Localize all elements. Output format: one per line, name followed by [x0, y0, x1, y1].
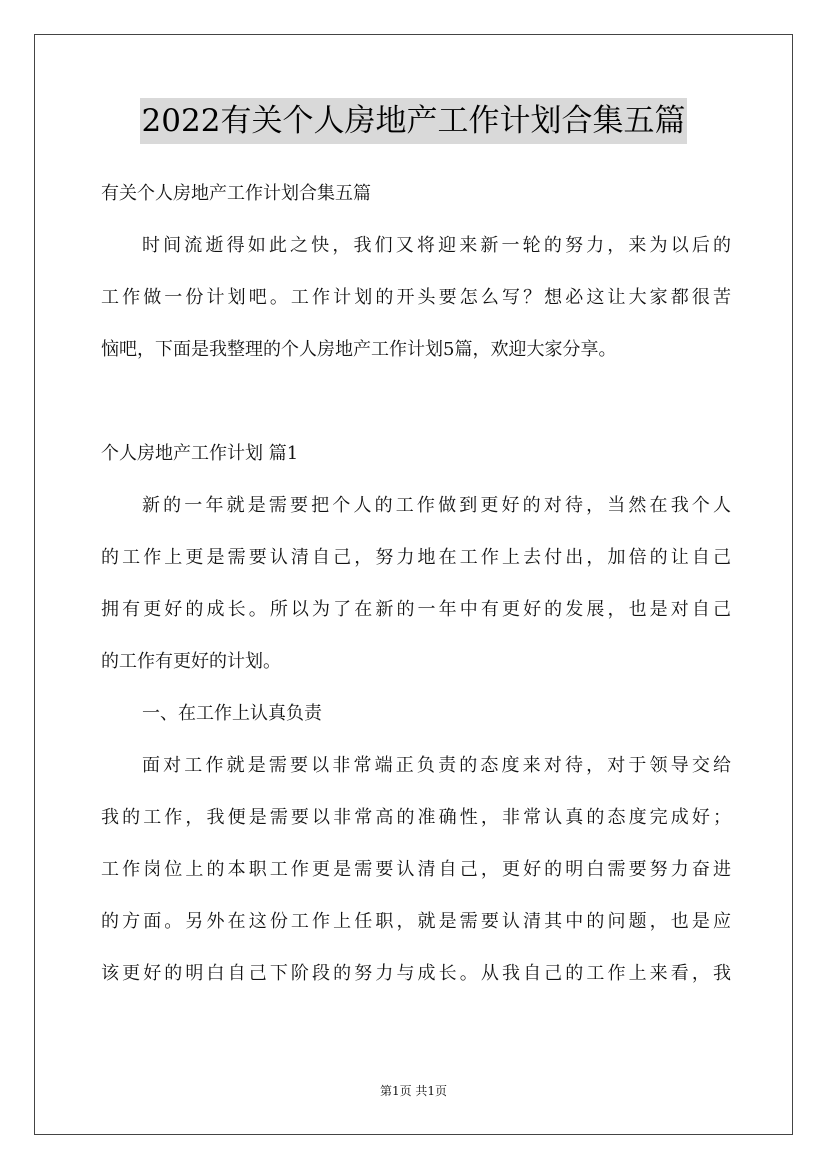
paragraph-line: 工作岗位上的本职工作更是需要认清自己，更好的明白需要努力奋进	[101, 859, 731, 880]
paragraph-line: 新的一年就是需要把个人的工作做到更好的对待，当然在我个人	[142, 495, 731, 516]
sub-heading: 一、在工作上认真负责	[142, 703, 322, 724]
document-subtitle: 有关个人房地产工作计划合集五篇	[101, 183, 371, 204]
document-title: 2022有关个人房地产工作计划合集五篇	[140, 98, 688, 144]
blank-line	[101, 376, 731, 428]
intro-line: 时间流逝得如此之快，我们又将迎来新一轮的努力，来为以后的	[142, 235, 731, 256]
page-footer: 第1页 共1页	[379, 1084, 448, 1098]
title-container	[0, 98, 827, 144]
paragraph-line: 的工作上更是需要认清自己，努力地在工作上去付出，加倍的让自己	[101, 547, 731, 568]
document-body	[101, 168, 731, 1000]
paragraph-line: 的工作有更好的计划。	[101, 651, 281, 672]
section-heading: 个人房地产工作计划 篇1	[101, 443, 299, 464]
paragraph-line: 面对工作就是需要以非常端正负责的态度来对待，对于领导交给	[142, 755, 731, 776]
paragraph-line: 的方面。另外在这份工作上任职，就是需要认清其中的问题，也是应	[101, 911, 731, 932]
intro-line: 恼吧，下面是我整理的个人房地产工作计划5篇，欢迎大家分享。	[101, 339, 617, 360]
paragraph-line: 我的工作，我便是需要以非常高的准确性，非常认真的态度完成好；	[101, 807, 731, 828]
paragraph-line: 拥有更好的成长。所以为了在新的一年中有更好的发展，也是对自己	[101, 599, 731, 620]
intro-line: 工作做一份计划吧。工作计划的开头要怎么写？想必这让大家都很苦	[101, 287, 731, 308]
paragraph-line: 该更好的明白自己下阶段的努力与成长。从我自己的工作上来看，我	[101, 963, 731, 984]
